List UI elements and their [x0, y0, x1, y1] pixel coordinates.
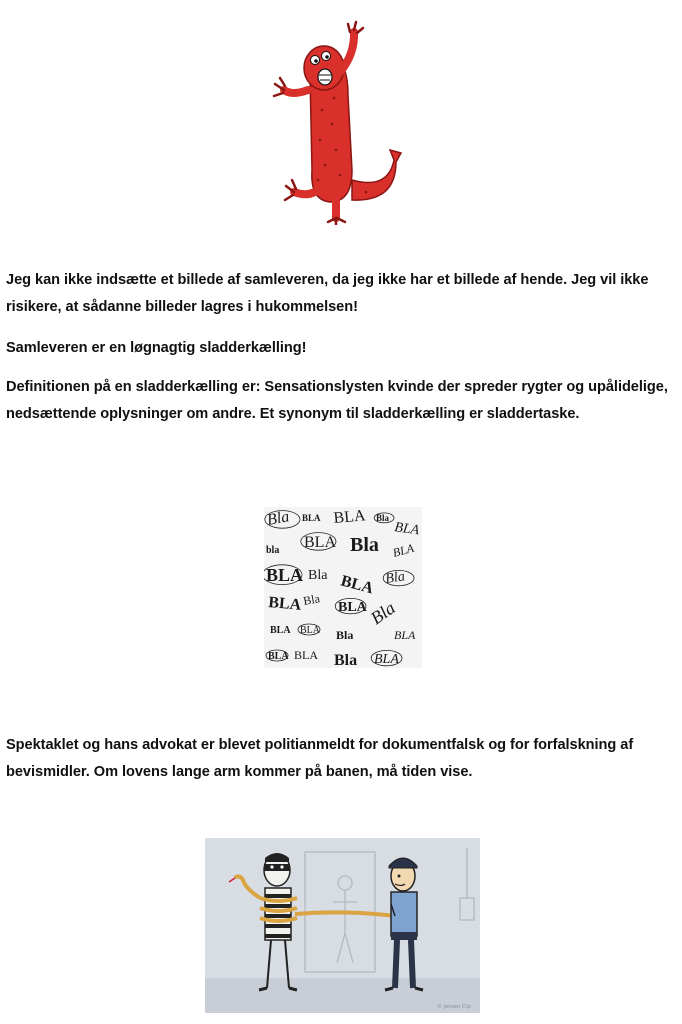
- bla-word: BLA: [394, 628, 416, 642]
- bla-word: Bla: [350, 534, 379, 556]
- bla-word: BLA: [267, 594, 302, 614]
- paragraph-no-photo: Jeg kan ikke indsætte et billede af samleveren, da jeg ikke har et billede af hende. Jeg vil ikke risikere, at sådanne billeder lagres i hukommelsen!: [6, 272, 649, 315]
- bla-word: Bla: [302, 591, 321, 608]
- paragraph-police-report: Spektaklet og hans advokat er blevet politianmeldt for dokumentfalsk og for forfalskning af bevismidler. Om lovens lange arm kommer på banen, må tiden vise.: [6, 737, 634, 780]
- bla-word: Bla: [336, 628, 354, 642]
- bla-word: Bla: [265, 508, 291, 529]
- bla-word: BLA: [393, 520, 421, 539]
- bla-word: bla: [266, 545, 280, 556]
- bla-word: BLA: [332, 507, 367, 527]
- bla-word: BLA: [374, 652, 399, 667]
- bla-word: BLA: [338, 600, 367, 615]
- bla-word: Bla: [384, 569, 406, 587]
- bla-word: Bla: [366, 597, 399, 629]
- bla-word: Bla: [334, 652, 358, 668]
- bla-word: Bla: [308, 568, 328, 583]
- bla-word: Bla: [376, 513, 390, 523]
- bla-word: BLA: [266, 565, 304, 585]
- bla-bla-pattern-image: [264, 507, 422, 668]
- bla-word: BLA: [300, 625, 320, 636]
- bla-word: BLA: [268, 651, 289, 662]
- bla-word: BLA: [302, 513, 321, 523]
- bla-word: BLA: [270, 625, 291, 636]
- cartoon-signature: © Jensen Clip: [437, 1004, 472, 1010]
- burglar-police-cartoon-image: [205, 838, 480, 1013]
- bla-word: BLA: [294, 648, 318, 662]
- bla-word: BLA: [391, 540, 416, 560]
- paragraph-gossip-claim: Samleveren er en løgnagtig sladderkælling!: [6, 340, 307, 356]
- bla-word: BLA: [338, 572, 376, 598]
- red-monster-image: [270, 20, 410, 225]
- bla-word: BLA: [304, 534, 336, 551]
- paragraph-definition: Definitionen på en sladderkælling er: Sensationslysten kvinde der spreder rygter og upålidelige, nedsættende oplysninger om andre. Et synonym til sladderkælling er sladdertaske.: [6, 379, 668, 422]
